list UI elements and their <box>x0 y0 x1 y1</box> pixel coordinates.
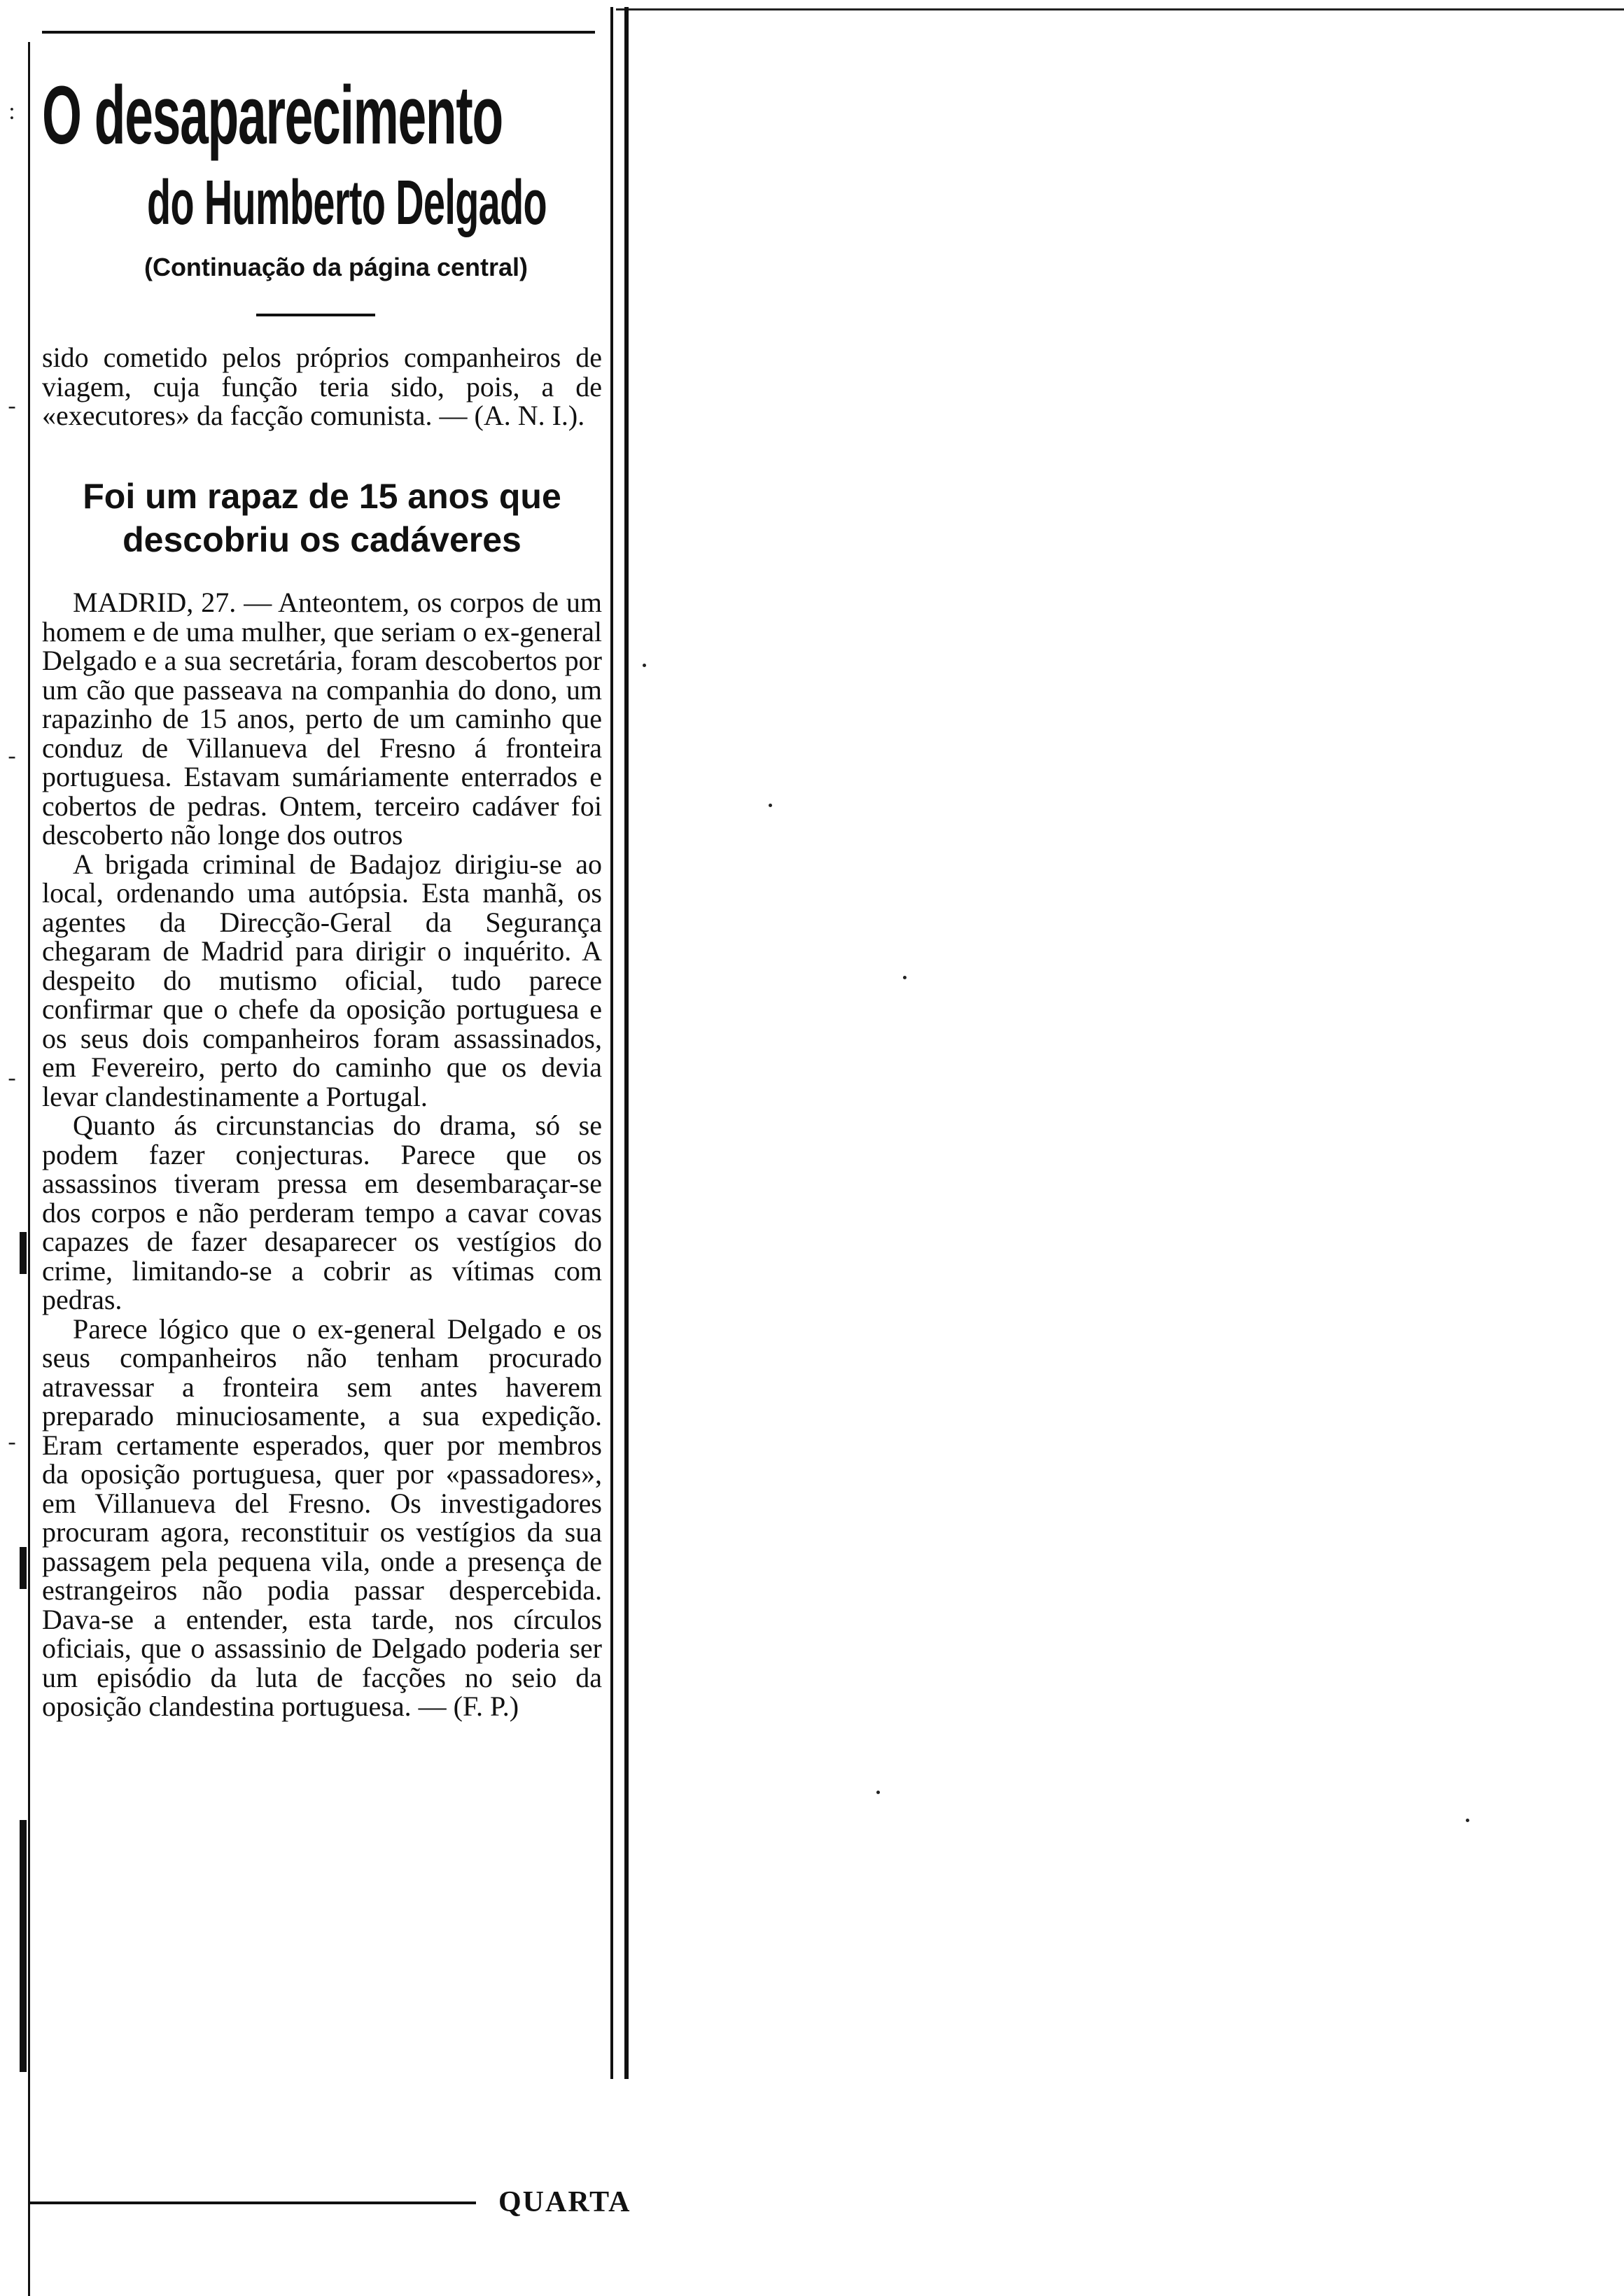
paragraph-circunstancias: Quanto ás circunstancias do drama, só se podem fazer conjecturas. Parece que os assassinos tiveram pressa em desembaraçar-se dos corpos e não perderam tempo a cavar covas capazes de fazer desaparecer os vestígios do crime, limitando-se a cobrir as vítimas com pedras. <box>42 1110 602 1315</box>
headline-line-2: do Humberto Delgado <box>147 168 547 238</box>
adjacent-column-fragment: : <box>8 99 15 125</box>
scan-speck <box>876 1791 880 1794</box>
adjacent-column-fragment: - <box>8 1065 16 1091</box>
adjacent-column-mark <box>20 1232 27 1274</box>
continuation-rule <box>256 314 375 316</box>
adjacent-column-mark <box>20 1547 27 1589</box>
adjacent-column-fragment: - <box>8 743 16 769</box>
paragraph-brigada: A brigada criminal de Badajoz dirigiu-se ao local, ordenando uma autópsia. Esta manhã, os agentes da Direcção-Geral da Segurança chegaram de Madrid para dirigir o inquérito. A despeito do mutismo oficial, tudo parece confirmar que o chefe da oposição portuguesa e os seus dois companheiros foram assassinados, em Fevereiro, perto do caminho que os devia levar clandestinamente a Portugal. <box>42 848 602 1112</box>
paragraph-madrid: MADRID, 27. — Anteontem, os corpos de um homem e de uma mulher, que seriam o ex-general Delgado e a sua secretária, foram descobertos por um cão que passeava na companhia do dono, um rapazinho de 15 anos, perto de um caminho que conduz de Villanueva del Fresno á fronteira portuguesa. Estavam sumáriamente enterrados e cobertos de pedras. Ontem, terceiro cadáver foi descoberto não longe dos outros <box>42 587 602 850</box>
adjacent-column-fragment: - <box>8 1429 16 1455</box>
subheading <box>42 475 602 561</box>
scan-speck <box>643 664 646 667</box>
paragraph-parece-logico: Parece lógico que o ex-general Delgado e os seus companheiros não tenham procurado atravessar a fronteira sem antes haverem preparado minuciosamente, a sua expedição. Eram certamente esperados, quer por membros da oposição portuguesa, quer por «passadores», em Villanueva del Fresno. Os investigadores procuram agora, reconstituir os vestígios da sua passagem pela pequena vila, onde a presença de estrangeiros não podia passar despercebida. Dava-se a entender, esta tarde, nos círculos oficiais, que o assassinio de Delgado poderia ser um episódio da luta de facções no seio da oposição clandestina portuguesa. — (F. P.) <box>42 1312 602 1722</box>
scan-speck <box>1466 1819 1469 1822</box>
adjacent-column-mark <box>20 1820 27 2072</box>
right-column-rule-thin <box>610 7 613 2079</box>
subheading-line-2: descobriu os cadáveres <box>122 520 522 559</box>
continuation-note: (Continuação da página central) <box>144 253 528 281</box>
headline-line-1: O desaparecimento <box>42 69 503 162</box>
scan-speck <box>903 976 906 979</box>
article-body <box>42 588 602 1721</box>
intro-text: sido cometido pelos próprios companheiros de viagem, cuja função teria sido, pois, a de «executores» da facção comunista. — (A. N. I.). <box>42 342 602 431</box>
scan-speck <box>769 804 772 807</box>
right-column-rule-thick <box>624 7 629 2079</box>
left-column-rule <box>28 42 30 2296</box>
page-top-rule <box>616 8 1624 10</box>
intro-paragraph <box>42 343 602 430</box>
subheading-line-1: Foi um rapaz de 15 anos que <box>83 477 561 516</box>
footer-rule <box>28 2202 476 2204</box>
column-top-rule <box>42 31 595 34</box>
adjacent-column-fragment: - <box>8 393 16 419</box>
footer-label: QUARTA <box>498 2186 631 2218</box>
